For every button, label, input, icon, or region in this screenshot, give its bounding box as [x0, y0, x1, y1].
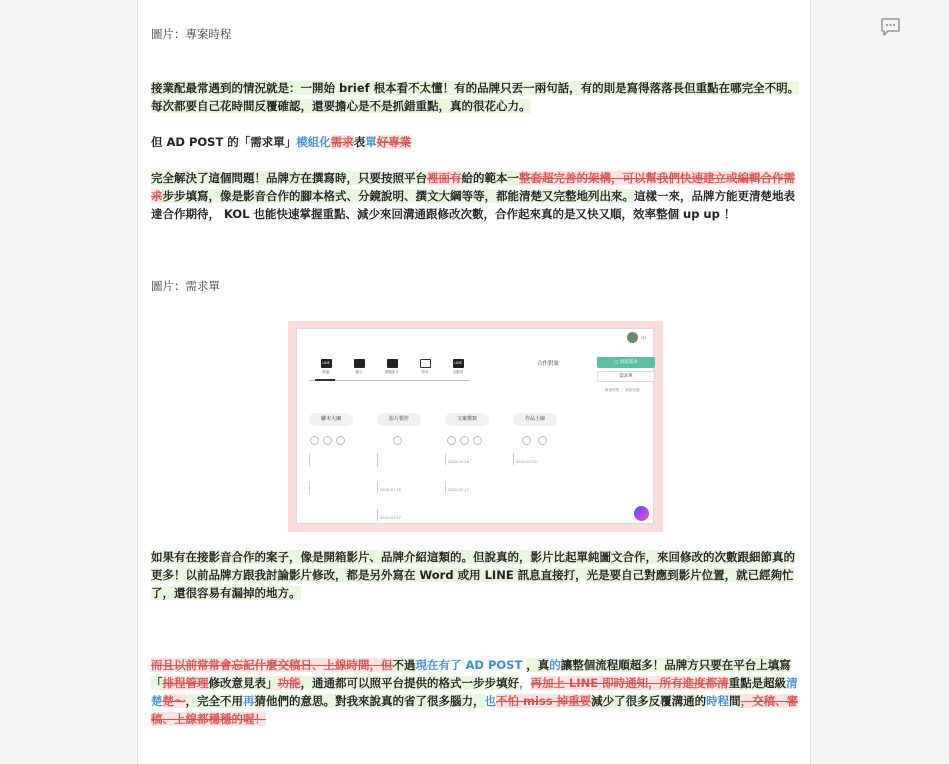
schedule-block — [377, 453, 380, 467]
deleted-text: 好專業 — [376, 135, 412, 149]
paragraph-brief — [151, 79, 801, 115]
schedule-block: 2025-07-22 — [513, 453, 537, 465]
text-run: 重點是超級 — [728, 676, 787, 690]
deleted-text: 需求 — [330, 135, 354, 149]
platform-icon-line-event[interactable]: LINE 活動頁 — [452, 361, 464, 374]
platform-icon-image[interactable]: 圖文 — [352, 359, 366, 375]
deleted-text: ，交稿、審稿、上線都穩穩的喔！ — [151, 694, 799, 726]
status-icon — [336, 436, 345, 445]
text-run: 但 AD POST 的「需求單」 — [151, 135, 297, 149]
status-icon — [522, 436, 531, 445]
highlighted-text: 如果有在接影音合作的案子，像是開箱影片、品牌介紹這類的。但說真的，影片比起單純圖文合作，來回修改的次數跟細節真的更多！以前品牌方跟我討論影片修改，都是另外寫在 Word 或用 LINE 訊息直接打，光是要自己對應到影片位置，就已經夠忙了，還很容易有漏掉的地方。 — [151, 550, 795, 600]
status-icon — [538, 436, 547, 445]
inserted-text: 模組化 — [296, 135, 331, 149]
text-run: 不過 — [392, 658, 416, 672]
paragraph-schedule — [151, 656, 801, 728]
text-run: 減少了很多反覆溝通的 — [591, 694, 707, 708]
text-run: ，真 — [526, 658, 550, 672]
stage-script[interactable]: 腳本大綱 — [309, 413, 353, 426]
stage-launch[interactable]: 作品上線 — [513, 413, 557, 426]
schedule-block: 2025-07-17 — [445, 481, 469, 493]
schedule-block — [309, 481, 312, 495]
deleted-text: 不怕 miss 掉重要 — [496, 694, 592, 708]
status-icon — [310, 436, 319, 445]
schedule-block: 2025-07-16 — [377, 481, 401, 493]
inserted-text: 的 — [549, 658, 561, 672]
stage-video[interactable]: 影片製作 — [377, 413, 421, 426]
text-run: 這樣一來，品牌方能更清楚地表達合作期待， KOL 也能快速掌握重點、減少來回溝通跟修改次數，合作起來真的是又快又順，效率整個 up up ！ — [151, 189, 795, 221]
inserted-text: ， — [519, 676, 531, 690]
form-ui-frame — [296, 328, 654, 524]
deleted-text: 功能 — [277, 676, 301, 690]
paragraph-solution — [151, 169, 801, 223]
text-run: 讓整個流程順超多！品牌方只要在平台上填寫「 — [151, 658, 791, 690]
text-run: ，完全不用 — [185, 694, 243, 708]
partner-label: 合作對象 — [537, 361, 560, 367]
language-toggle-icon: 中 — [641, 336, 647, 342]
caption-form: 圖片：需求單 — [151, 279, 220, 293]
status-icon — [393, 436, 402, 445]
platform-icon-line[interactable]: LINE 貼圖 — [322, 361, 330, 374]
deleted-text: 楚～ — [162, 694, 186, 708]
text-run: 修改意見表」 — [208, 676, 278, 690]
request-form-button[interactable]: 需求單 — [597, 371, 655, 382]
paragraph-video — [151, 548, 801, 602]
text-run: 給的範本一 — [461, 171, 519, 185]
tab-active-indicator — [315, 379, 335, 381]
inserted-text: 現在有了 AD POST — [415, 658, 527, 672]
deleted-text: 裡面有 — [427, 171, 462, 185]
status-icon — [460, 436, 469, 445]
platform-icon-video[interactable]: 影音 — [418, 359, 432, 375]
paragraph-form-intro — [151, 133, 801, 151]
deleted-text: 再加上 LINE 即時通知，所有進度都清 — [530, 676, 729, 690]
document-page — [137, 0, 811, 764]
meta-links[interactable]: 最後時程 ｜ 最新狀態 — [605, 388, 640, 392]
text-run: ，通通都可以照平台提供的格式一步步填好 — [300, 676, 519, 690]
schedule-block: 2025-07-16 — [445, 453, 469, 465]
inserted-text: 再 — [243, 694, 255, 708]
inserted-text: 也 — [484, 694, 496, 708]
comment-icon[interactable] — [880, 17, 901, 37]
stage-copy[interactable]: 文案撰寫 — [445, 413, 489, 426]
messenger-icon[interactable] — [634, 506, 649, 521]
highlighted-text: 接業配最常遇到的情況就是：一開始 brief 根本看不太懂！有的品牌只丟一兩句話，有的則是寫得落落長但重點在哪完全不明。每次都要自己花時間反覆確認，還要擔心是不是抓錯重點，真的很花心力。 — [151, 81, 800, 113]
form-screenshot — [288, 321, 663, 532]
status-icon — [447, 436, 456, 445]
status-icon — [473, 436, 482, 445]
inserted-text: 時程 — [706, 694, 730, 708]
deleted-text: 排程管理 — [162, 676, 209, 690]
create-request-button[interactable]: □ 發起需求 — [597, 357, 655, 368]
deleted-text: 整套超完善的架構，可以幫我們快速建立或編輯合作需求 — [151, 171, 795, 203]
text-run: 步步填寫，像是影音合作的腳本格式、分鏡說明、撰文大綱等等，都能清楚又完整地列出來。 — [162, 189, 634, 203]
avatar — [627, 332, 638, 343]
caption-timeline: 圖片：專案時程 — [151, 27, 232, 41]
platform-icon-unboxing[interactable]: 開箱影片 — [385, 359, 399, 375]
text-run: 表 — [353, 135, 366, 149]
status-icon — [323, 436, 332, 445]
inserted-text: 清楚 — [151, 676, 798, 708]
schedule-block — [309, 453, 312, 467]
text-run: 猜他們的意思。對我來說真的省了很多腦力， — [254, 694, 485, 708]
deleted-text: 而且以前常常會忘記什麼交稿日、上線時間，但 — [151, 658, 393, 672]
schedule-block: 2025-07-17 — [377, 509, 401, 521]
text-run: 完全解決了這個問題！品牌方在撰寫時，只要按照平台 — [151, 171, 427, 185]
inserted-text: 單 — [365, 135, 377, 149]
text-run: 間 — [729, 694, 741, 708]
